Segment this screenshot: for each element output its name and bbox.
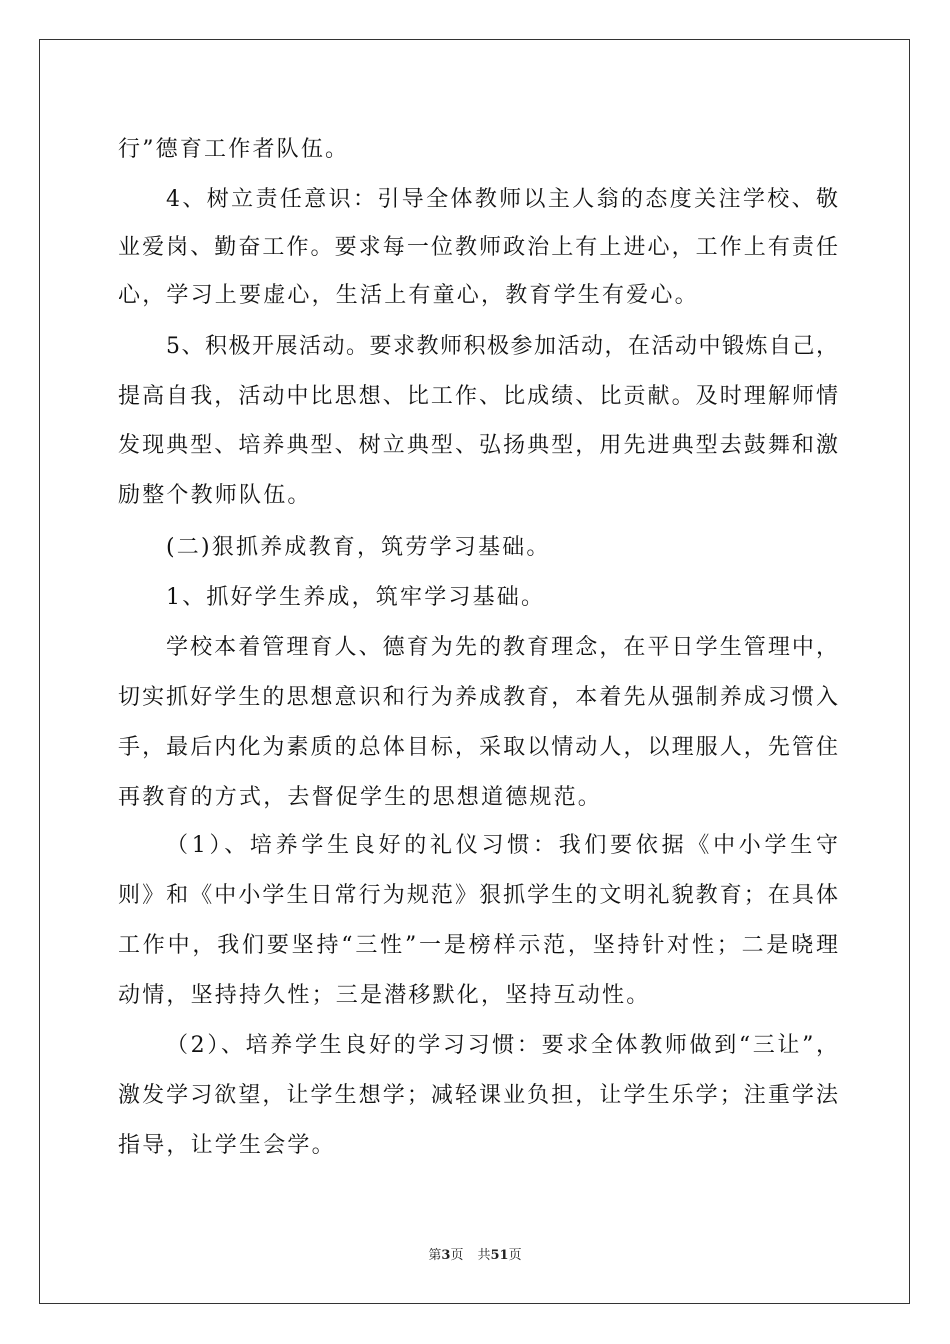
total-pages: 51 — [490, 1248, 509, 1263]
section-heading: (二)狠抓养成教育，筑劳学习基础。 — [166, 535, 551, 560]
subsection-heading: 1、抓好学生养成，筑牢学习基础。 — [166, 585, 546, 610]
text-line: 行”德育工作者队伍。 — [118, 137, 350, 162]
page-footer — [0, 1248, 950, 1264]
text-line: 切实抓好学生的思想意识和行为养成教育，本着先从强制养成习惯入 — [118, 685, 838, 710]
text-line: 5、积极开展活动。要求教师积极参加活动，在活动中锻炼自己， — [166, 334, 838, 359]
text-line: 提高自我，活动中比思想、比工作、比成绩、比贡献。及时理解师情 — [118, 384, 838, 409]
text-line: 工作中，我们要坚持“三性”一是榜样示范，坚持针对性；二是晓理 — [118, 933, 838, 958]
page-number: 3 — [441, 1248, 451, 1263]
text-line: 动情，坚持持久性；三是潜移默化，坚持互动性。 — [118, 983, 651, 1008]
page-border — [39, 39, 910, 1304]
text-line: 发现典型、培养典型、树立典型、弘扬典型，用先进典型去鼓舞和激 — [118, 433, 838, 458]
text-line: 4、树立责任意识：引导全体教师以主人翁的态度关注学校、敬 — [166, 187, 838, 212]
text-line: 激发学习欲望，让学生想学；减轻课业负担，让学生乐学；注重学法 — [118, 1083, 838, 1108]
text-line: 心，学习上要虚心，生活上有童心，教育学生有爱心。 — [118, 283, 699, 308]
total-prefix: 共 — [477, 1248, 491, 1263]
text-line: （2）、培养学生良好的学习习惯：要求全体教师做到“三让”， — [166, 1033, 838, 1058]
text-line: （1）、培养学生良好的礼仪习惯：我们要依据《中小学生守 — [166, 833, 838, 858]
text-line: 再教育的方式，去督促学生的思想道德规范。 — [118, 785, 603, 810]
text-line: 学校本着管理育人、德育为先的教育理念，在平日学生管理中， — [166, 635, 838, 660]
page-unit: 页 — [450, 1248, 464, 1263]
total-unit: 页 — [508, 1248, 522, 1263]
page-prefix: 第 — [428, 1248, 442, 1263]
text-line: 指导，让学生会学。 — [118, 1133, 336, 1158]
text-line: 手，最后内化为素质的总体目标，采取以情动人，以理服人，先管住 — [118, 735, 838, 760]
text-line: 则》和《中小学生日常行为规范》狠抓学生的文明礼貌教育；在具体 — [118, 883, 838, 908]
text-line: 业爱岗、勤奋工作。要求每一位教师政治上有上进心，工作上有责任 — [118, 235, 838, 260]
text-line: 励整个教师队伍。 — [118, 483, 312, 508]
